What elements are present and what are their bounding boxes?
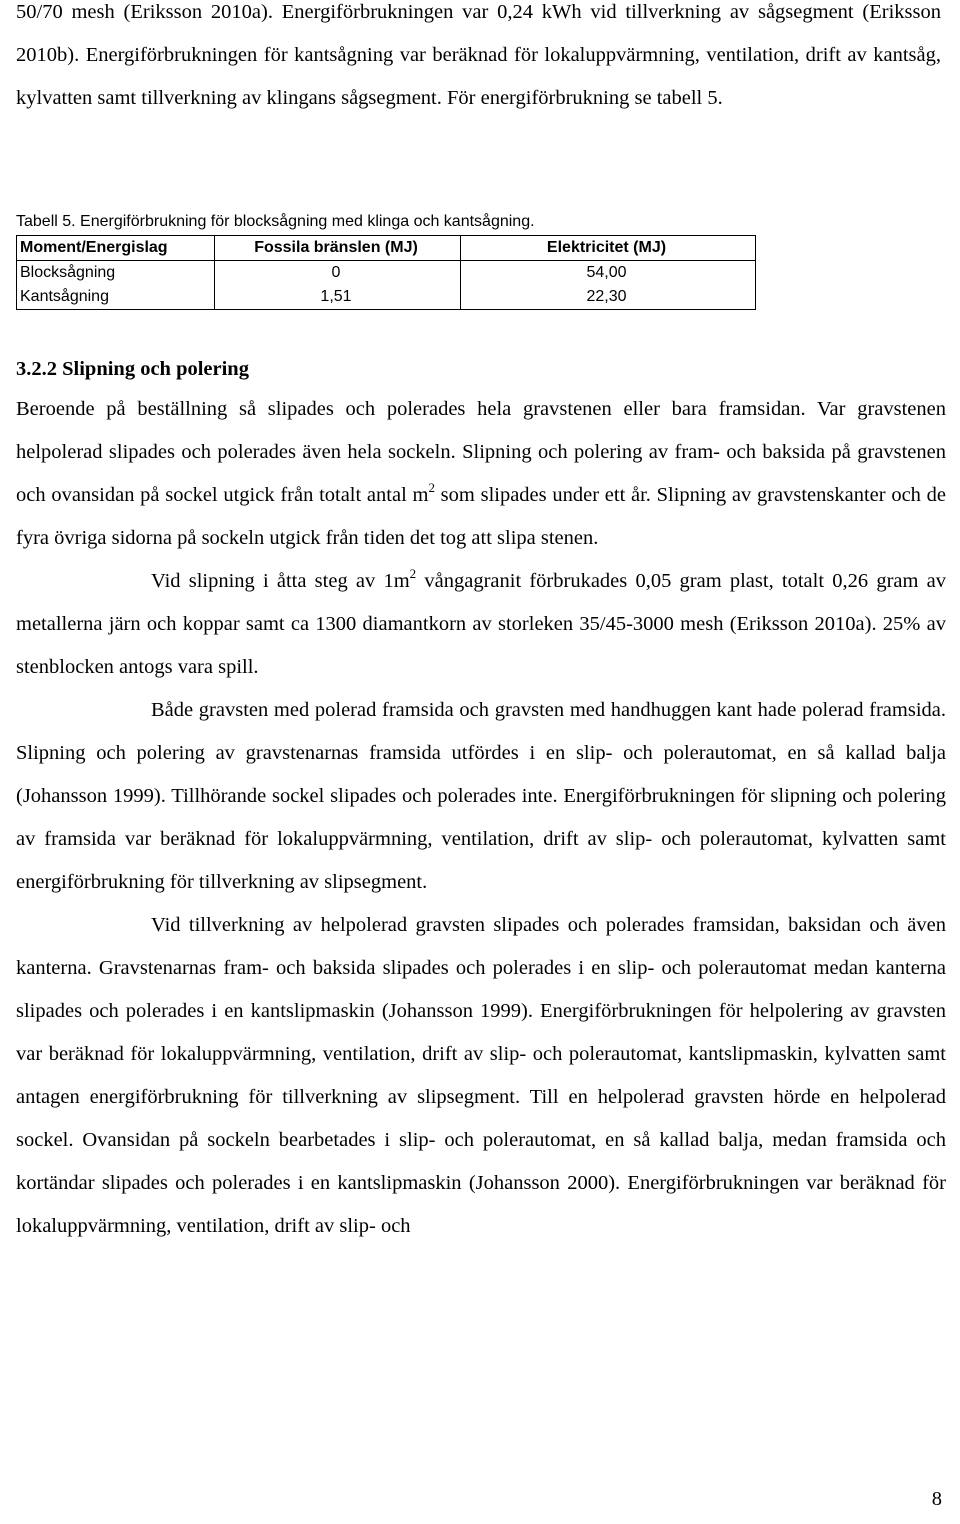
- paragraph-text: Vid slipning i åtta steg av 1m: [151, 570, 410, 592]
- paragraph-text: vångagranit förbrukades 0,05 gram plast, totalt 0,26 gram av metallerna järn och koppar samt ca 1300 diamantkorn av storleken 35/45-3000 mesh (Eriksson 2010a). 25% av stenblocken antogs vara spill.: [16, 570, 946, 678]
- paragraph: Både gravsten med polerad framsida och gravsten med handhuggen kant hade polerad framsida. Slipning och polering av gravstenarnas framsida utfördes i en slip- och polerautomat, en så kallad balja (Johansson 1999). Tillhörande sockel slipades och polerades inte. Energiförbrukningen för slipning och polering av framsida var beräknad för lokaluppvärmning, ventilation, drift av slip- och polerautomat, kylvatten samt energiförbrukning för tillverkning av slipsegment.: [16, 699, 946, 893]
- intro-paragraph: 50/70 mesh (Eriksson 2010a). Energiförbrukningen var 0,24 kWh vid tillverkning av sågsegment (Eriksson 2010b). Energiförbrukningen för kantsågning var beräknad för lokaluppvärmning, ventilation, drift av kantsåg, kylvatten samt tillverkning av klingans sågsegment. För energiförbrukning se tabell 5.: [16, 1, 941, 109]
- paragraph: [16, 388, 946, 560]
- paragraph: [16, 560, 946, 689]
- table-row: [17, 261, 756, 286]
- paragraph-text: som slipades under ett år. Slipning av gravstenskanter och de fyra övriga sidorna på sockeln utgick från tiden det tog att slipa stenen.: [16, 484, 946, 549]
- table-cell: 0: [215, 261, 461, 286]
- column-header: Fossila bränslen (MJ): [215, 236, 461, 261]
- table-row: [17, 285, 756, 310]
- superscript: 2: [409, 566, 417, 581]
- table-caption: Tabell 5. Energiförbrukning för blocksågning med klinga och kantsågning.: [16, 213, 535, 230]
- table-cell: Kantsågning: [17, 285, 215, 310]
- energy-table: [16, 235, 756, 310]
- superscript: 2: [428, 480, 435, 495]
- paragraph-text: Beroende på beställning så slipades och polerades hela gravstenen eller bara framsidan. Var gravstenen helpolerad slipades och polerades även hela sockeln. Slipning och polering av fram- och baksida på gravstenen och ovansidan på sockel utgick från totalt antal m: [16, 398, 946, 506]
- column-header: Moment/Energislag: [17, 236, 215, 261]
- section-body: [16, 388, 946, 1248]
- table-cell: 54,00: [461, 261, 756, 286]
- table-cell: 1,51: [215, 285, 461, 310]
- column-header: Elektricitet (MJ): [461, 236, 756, 261]
- table-cell: 22,30: [461, 285, 756, 310]
- table-cell: Blocksågning: [17, 261, 215, 286]
- page-number: 8: [931, 1488, 942, 1510]
- section-heading: 3.2.2 Slipning och polering: [16, 358, 249, 380]
- table-header-row: [17, 236, 756, 261]
- paragraph: Vid tillverkning av helpolerad gravsten slipades och polerades framsidan, baksidan och även kanterna. Gravstenarnas fram- och baksida slipades och polerades i en slip- och polerautomat medan kanterna slipades och polerades i en kantslipmaskin (Johansson 1999). Energiförbrukningen för helpolering av gravsten var beräknad för lokaluppvärmning, ventilation, drift av slip- och polerautomat, kantslipmaskin, kylvatten samt antagen energiförbrukning för tillverkning av slipsegment. Till en helpolerad gravsten hörde en helpolerad sockel. Ovansidan på sockeln bearbetades i slip- och polerautomat, en så kallad balja, medan framsida och kortändar slipades och polerades i en kantslipmaskin (Johansson 2000). Energiförbrukningen var beräknad för lokaluppvärmning, ventilation, drift av slip- och: [16, 914, 946, 1237]
